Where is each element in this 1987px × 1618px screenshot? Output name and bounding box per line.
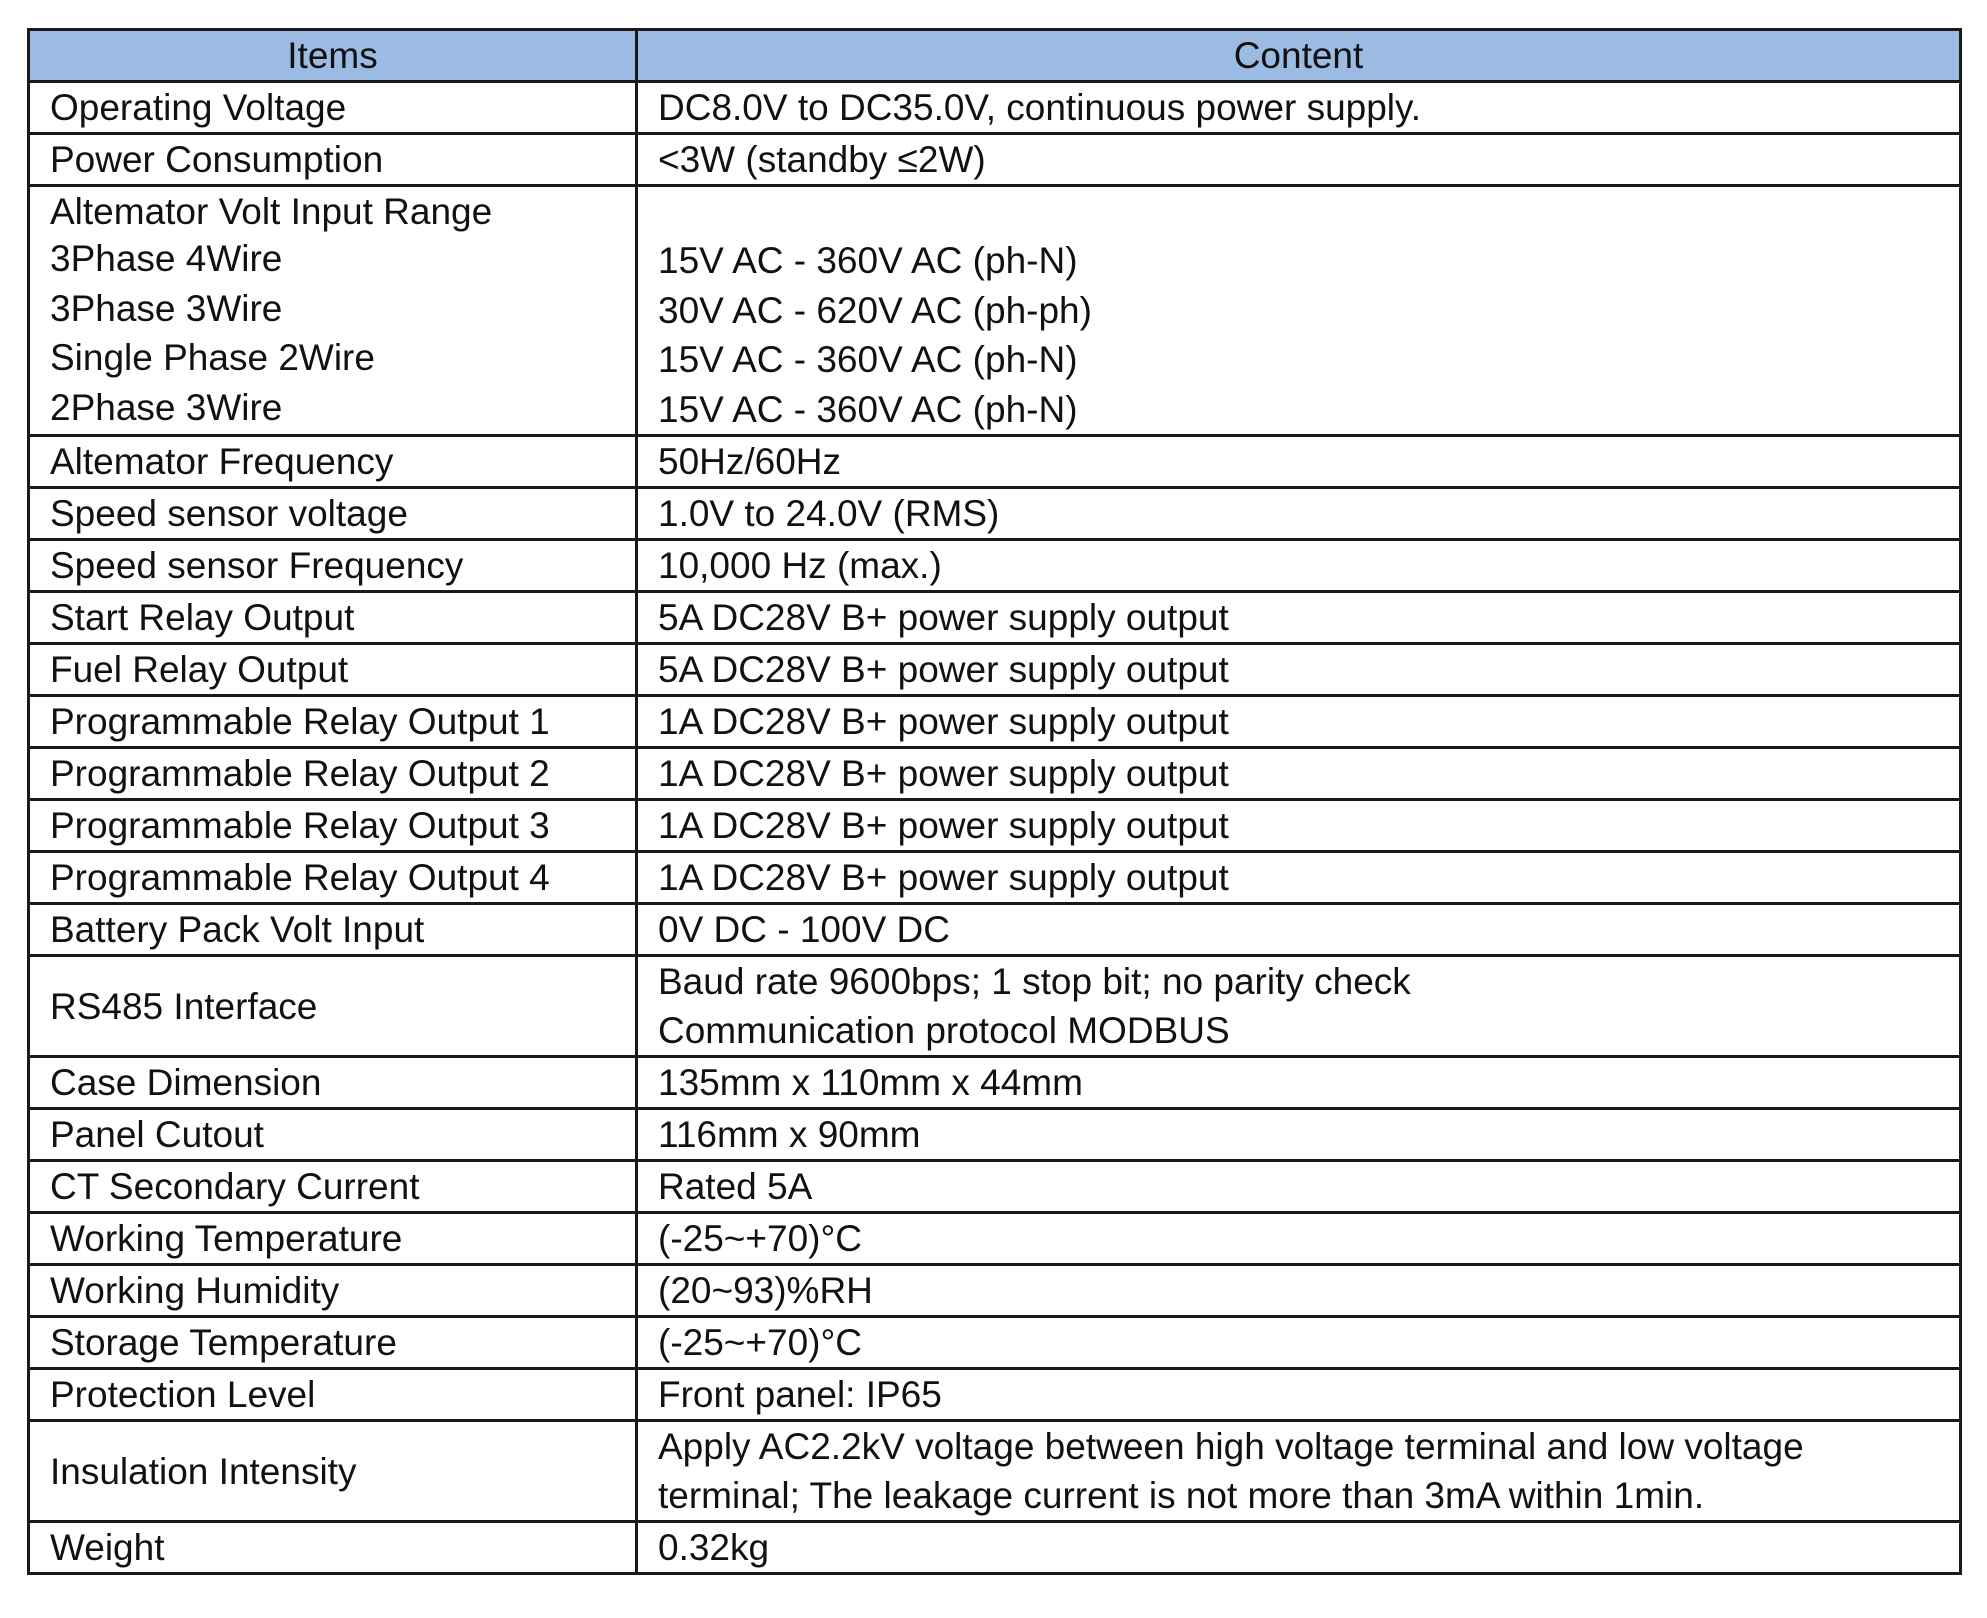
item-label: Programmable Relay Output 4 xyxy=(50,857,550,898)
table-row xyxy=(29,800,1961,852)
content-cell xyxy=(637,1265,1961,1317)
item-label: Weight xyxy=(50,1527,165,1568)
table-row xyxy=(29,82,1961,134)
content-cell xyxy=(637,1161,1961,1213)
content-value: 1.0V to 24.0V (RMS) xyxy=(658,493,1000,534)
table-row xyxy=(29,1057,1961,1109)
item-label: Working Humidity xyxy=(50,1270,340,1311)
table-row xyxy=(29,852,1961,904)
item-label: Case Dimension xyxy=(50,1062,322,1103)
content-value: 1A DC28V B+ power supply output xyxy=(658,857,1229,898)
item-label: Altemator Volt Input Range xyxy=(50,191,493,232)
table-row xyxy=(29,956,1961,1057)
content-value: 50Hz/60Hz xyxy=(658,441,842,482)
table-row xyxy=(29,186,1961,436)
item-label: Protection Level xyxy=(50,1374,316,1415)
content-cell xyxy=(637,186,1961,436)
content-value: (-25~+70)°C xyxy=(658,1218,863,1259)
item-label: RS485 Interface xyxy=(50,985,318,1027)
table-row xyxy=(29,436,1961,488)
item-label: Power Consumption xyxy=(50,139,384,180)
item-cell xyxy=(29,488,637,540)
item-cell xyxy=(29,1161,637,1213)
content-cell xyxy=(637,696,1961,748)
table-row xyxy=(29,696,1961,748)
header-row xyxy=(29,30,1961,82)
content-value: 135mm x 110mm x 44mm xyxy=(658,1062,1083,1103)
content-cell xyxy=(637,1369,1961,1421)
item-label: Insulation Intensity xyxy=(50,1450,357,1492)
content-value: (20~93)%RH xyxy=(658,1270,873,1311)
content-value: 5A DC28V B+ power supply output xyxy=(658,649,1229,690)
item-cell xyxy=(29,436,637,488)
table-row xyxy=(29,592,1961,644)
item-cell xyxy=(29,1369,637,1421)
sub-item-value: 15V AC - 360V AC (ph-N) xyxy=(658,240,1078,281)
item-cell xyxy=(29,1109,637,1161)
item-label: CT Secondary Current xyxy=(50,1166,420,1207)
content-cell xyxy=(637,592,1961,644)
item-cell xyxy=(29,82,637,134)
item-cell xyxy=(29,1317,637,1369)
content-cell xyxy=(637,82,1961,134)
item-cell xyxy=(29,800,637,852)
content-cell xyxy=(637,436,1961,488)
item-cell xyxy=(29,186,637,436)
sub-item-label: Single Phase 2Wire xyxy=(50,337,375,378)
content-value: (-25~+70)°C xyxy=(658,1322,863,1363)
content-value: 1A DC28V B+ power supply output xyxy=(658,701,1229,742)
sub-item-value: 15V AC - 360V AC (ph-N) xyxy=(658,339,1078,380)
content-value: Front panel: IP65 xyxy=(658,1374,942,1415)
content-value: <3W (standby ≤2W) xyxy=(658,139,986,180)
item-cell xyxy=(29,644,637,696)
content-value: 10,000 Hz (max.) xyxy=(658,545,942,586)
item-label: Storage Temperature xyxy=(50,1322,397,1363)
content-cell xyxy=(637,1522,1961,1574)
content-cell xyxy=(637,540,1961,592)
content-cell xyxy=(637,488,1961,540)
table-row xyxy=(29,1369,1961,1421)
content-cell xyxy=(637,1057,1961,1109)
item-label: Programmable Relay Output 1 xyxy=(50,701,550,742)
content-cell xyxy=(637,1317,1961,1369)
table-row xyxy=(29,1522,1961,1574)
content-line: Communication protocol MODBUS xyxy=(658,1010,1230,1051)
header-content: Content xyxy=(637,30,1961,82)
item-label: Programmable Relay Output 2 xyxy=(50,753,550,794)
content-value: Rated 5A xyxy=(658,1166,813,1207)
content-cell xyxy=(637,748,1961,800)
content-cell xyxy=(637,1109,1961,1161)
item-label: Speed sensor voltage xyxy=(50,493,408,534)
item-cell xyxy=(29,1265,637,1317)
item-cell xyxy=(29,540,637,592)
content-line: terminal; The leakage current is not more than 3mA within 1min. xyxy=(658,1475,1705,1516)
content-line: Apply AC2.2kV voltage between high voltage terminal and low voltage xyxy=(658,1426,1804,1467)
item-cell xyxy=(29,1421,637,1522)
item-cell xyxy=(29,852,637,904)
item-label: Panel Cutout xyxy=(50,1114,264,1155)
sub-item-value: 15V AC - 360V AC (ph-N) xyxy=(658,388,1078,430)
item-cell xyxy=(29,956,637,1057)
table-row xyxy=(29,1317,1961,1369)
content-cell xyxy=(637,644,1961,696)
item-cell xyxy=(29,1213,637,1265)
table-row xyxy=(29,904,1961,956)
content-value: DC8.0V to DC35.0V, continuous power supply. xyxy=(658,87,1422,128)
item-label: Working Temperature xyxy=(50,1218,403,1259)
content-cell xyxy=(637,904,1961,956)
item-label: Programmable Relay Output 3 xyxy=(50,805,550,846)
spec-table xyxy=(27,28,1962,1575)
table-row xyxy=(29,540,1961,592)
item-cell xyxy=(29,1522,637,1574)
item-cell xyxy=(29,748,637,800)
content-cell xyxy=(637,852,1961,904)
table-row xyxy=(29,1213,1961,1265)
item-cell xyxy=(29,696,637,748)
table-row xyxy=(29,488,1961,540)
content-value: 1A DC28V B+ power supply output xyxy=(658,753,1229,794)
item-label: Battery Pack Volt Input xyxy=(50,909,425,950)
sub-item-label: 3Phase 3Wire xyxy=(50,287,283,329)
item-label: Speed sensor Frequency xyxy=(50,545,464,586)
item-cell xyxy=(29,134,637,186)
content-value: 0V DC - 100V DC xyxy=(658,909,950,950)
content-value: 116mm x 90mm xyxy=(658,1114,921,1155)
content-value: 0.32kg xyxy=(658,1527,770,1568)
sub-item-value: 30V AC - 620V AC (ph-ph) xyxy=(658,289,1092,331)
table-header xyxy=(29,30,1961,82)
table-row xyxy=(29,1421,1961,1522)
table-row xyxy=(29,134,1961,186)
table-row xyxy=(29,1265,1961,1317)
content-cell xyxy=(637,1213,1961,1265)
item-label: Fuel Relay Output xyxy=(50,649,349,690)
content-cell xyxy=(637,134,1961,186)
item-cell xyxy=(29,1057,637,1109)
item-label: Altemator Frequency xyxy=(50,441,394,482)
content-line: Baud rate 9600bps; 1 stop bit; no parity check xyxy=(658,961,1411,1002)
table-body xyxy=(29,82,1961,1574)
content-cell xyxy=(637,956,1961,1057)
content-value: 5A DC28V B+ power supply output xyxy=(658,597,1229,638)
sub-item-label: 2Phase 3Wire xyxy=(50,386,283,428)
table-row xyxy=(29,1109,1961,1161)
sub-item-label: 3Phase 4Wire xyxy=(50,238,283,279)
content-spacer xyxy=(658,187,1959,236)
table-row xyxy=(29,1161,1961,1213)
item-cell xyxy=(29,904,637,956)
item-label: Operating Voltage xyxy=(50,87,347,128)
table-row xyxy=(29,748,1961,800)
item-cell xyxy=(29,592,637,644)
content-cell xyxy=(637,1421,1961,1522)
header-items: Items xyxy=(29,30,637,82)
content-cell xyxy=(637,800,1961,852)
table-row xyxy=(29,644,1961,696)
item-label: Start Relay Output xyxy=(50,597,355,638)
content-value: 1A DC28V B+ power supply output xyxy=(658,805,1229,846)
